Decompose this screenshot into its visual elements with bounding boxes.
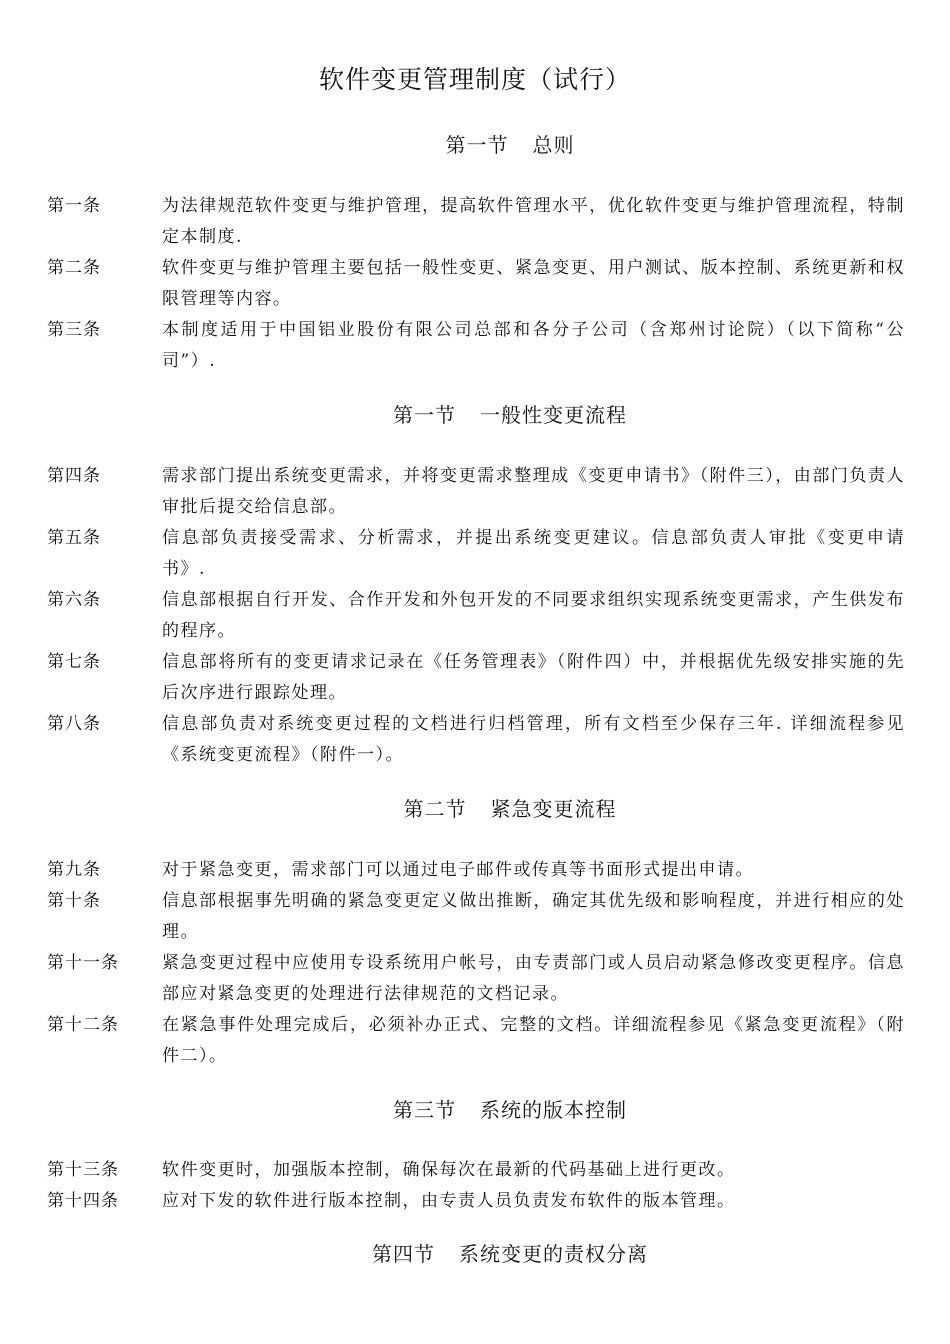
section-number: 第四节: [372, 1242, 435, 1266]
article-number: 第十三条: [47, 1160, 119, 1180]
section-number: 第三节: [393, 1098, 456, 1122]
section-number: 第二节: [403, 797, 467, 821]
section-number: 第一节: [393, 403, 456, 427]
article-number: 第八条: [47, 714, 101, 734]
section-name: 系统变更的责权分离: [459, 1242, 648, 1266]
article-text: 为法律规范软件变更与维护管理，提高软件管理水平，优化软件变更与维护管理流程，特制定本制度.: [162, 196, 905, 247]
article-text: 本制度适用于中国铝业股份有限公司总部和各分子公司（含郑州讨论院）（以下简称“公司”）.: [162, 320, 905, 371]
article-number: 第十二条: [47, 1015, 119, 1035]
article-number: 第十一条: [47, 953, 119, 973]
article-text: 在紧急事件处理完成后，必须补办正式、完整的文档。详细流程参见《紧急变更流程》（附件二）。: [162, 1015, 905, 1066]
article-text: 软件变更与维护管理主要包括一般性变更、紧急变更、用户测试、版本控制、系统更新和权限管理等内容。: [162, 258, 905, 309]
article-text: 信息部根据自行开发、合作开发和外包开发的不同要求组织实现系统变更需求，产生供发布的程序。: [162, 590, 905, 641]
section-name: 总则: [532, 133, 575, 157]
article-number: 第九条: [47, 860, 101, 880]
section-heading-general: [0, 130, 950, 160]
article-number: 第六条: [47, 590, 101, 610]
section-number: 第一节: [445, 133, 509, 157]
article-number: 第十条: [47, 891, 101, 911]
article-number: 第七条: [47, 652, 101, 672]
article-number: 第一条: [47, 196, 101, 216]
section-name: 紧急变更流程: [490, 797, 617, 821]
document-title: 软件变更管理制度（试行）: [318, 65, 631, 94]
article-number: 第五条: [47, 528, 101, 548]
article-text: 应对下发的软件进行版本控制，由专责人员负责发布软件的版本管理。: [162, 1191, 736, 1211]
section-heading-emergency-change: [0, 794, 950, 824]
article-text: 需求部门提出系统变更需求，并将变更需求整理成《变更申请书》（附件三），由部门负责人审批后提交给信息部。: [162, 466, 905, 517]
article-number: 第三条: [47, 320, 101, 340]
section-name: 系统的版本控制: [480, 1098, 627, 1122]
article-text: 信息部根据事先明确的紧急变更定义做出推断，确定其优先级和影响程度，并进行相应的处理。: [162, 891, 905, 942]
article-text: 信息部负责对系统变更过程的文档进行归档管理，所有文档至少保存三年. 详细流程参见《系统变更流程》（附件一）。: [162, 714, 905, 765]
article-text: 信息部将所有的变更请求记录在《任务管理表》（附件四）中，并根据优先级安排实施的先后次序进行跟踪处理。: [162, 652, 905, 703]
section-name: 一般性变更流程: [480, 403, 627, 427]
article-number: 第十四条: [47, 1191, 119, 1211]
article-text: 紧急变更过程中应使用专设系统用户帐号，由专责部门或人员启动紧急修改变更程序。信息部应对紧急变更的处理进行法律规范的文档记录。: [162, 953, 905, 1004]
article-text: 对于紧急变更，需求部门可以通过电子邮件或传真等书面形式提出申请。: [162, 860, 754, 880]
section-heading-version-control: [0, 1095, 950, 1125]
article-number: 第四条: [47, 466, 101, 486]
article-text: 信息部负责接受需求、分析需求，并提出系统变更建议。信息部负责人审批《变更申请书》.: [162, 528, 905, 579]
section-heading-general-change: [0, 400, 950, 430]
section-heading-segregation: [0, 1239, 950, 1269]
article-number: 第二条: [47, 258, 101, 278]
article-text: 软件变更时，加强版本控制，确保每次在最新的代码基础上进行更改。: [162, 1160, 736, 1180]
